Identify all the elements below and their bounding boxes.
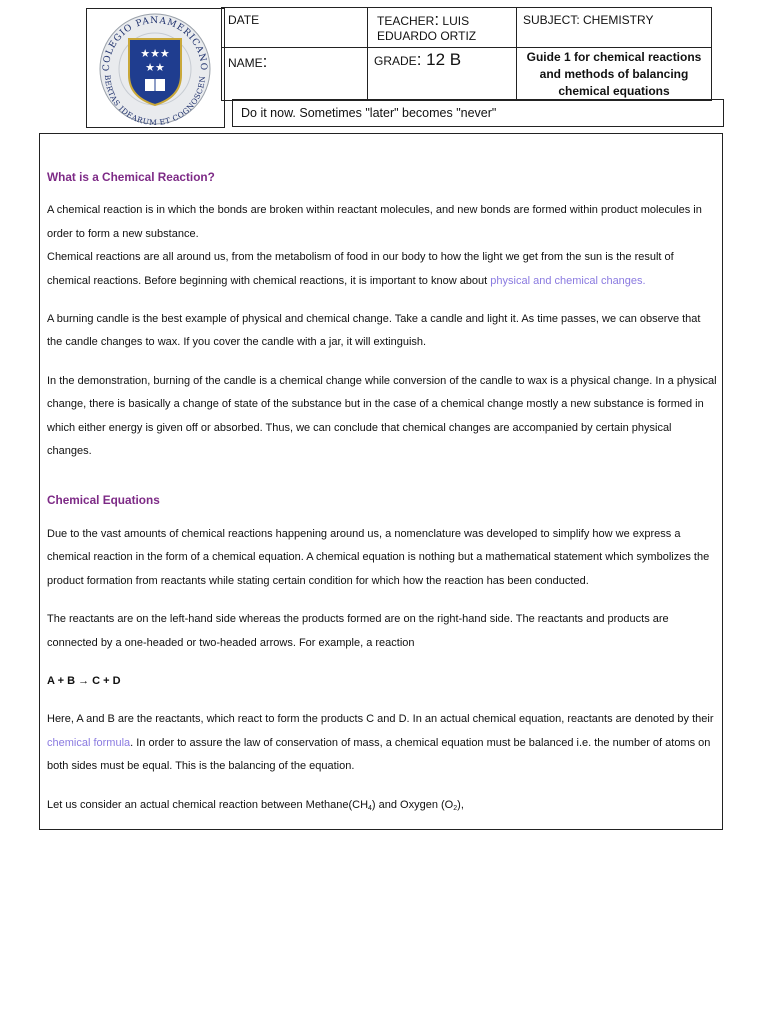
svg-text:LIBERTAS IDEARUM ET COGNOSCEND: BERTAS IDEARUM ET COGNOSCEN bbox=[102, 74, 208, 127]
grade-label: GRADE bbox=[374, 54, 417, 68]
motto-box bbox=[232, 99, 724, 127]
name-cell: NAME: bbox=[221, 47, 368, 101]
paragraph-around-us-text: Chemical reactions are all around us, from the metabolism of food in our body to how the light we get from the sun is the result of chemical reactions. Before beginning with chemical reactions, it is important to know about bbox=[47, 251, 674, 287]
teacher-name-rest: EDUARDO ORTIZ bbox=[377, 29, 477, 43]
motto-text: Do it now. Sometimes "later" becomes "never" bbox=[241, 106, 497, 120]
methane-text-a: Let us consider an actual chemical reaction between Methane(CH bbox=[47, 798, 369, 811]
methane-text-c: ), bbox=[457, 798, 464, 811]
date-label: DATE bbox=[228, 13, 260, 27]
svg-text:★★★: ★★★ bbox=[140, 47, 170, 60]
link-chemical-formula[interactable]: chemical formula bbox=[47, 736, 131, 749]
teacher-cell: TEACHER: LUIS EDUARDO ORTIZ bbox=[367, 7, 517, 48]
paragraph-candle: A burning candle is the best example of physical and chemical change. Take a candle and light it. As time passes, we can observe that the candle changes to wax. If you cover the candle with a jar, it will extinguish. bbox=[47, 313, 701, 349]
grade-cell: GRADE: 12 B bbox=[367, 47, 517, 101]
paragraph-balancing-text-b: . In order to assure the law of conservation of mass, a chemical equation must be balanced i.e. the number of atoms on both sides must be equal. This is the balancing of the equation. bbox=[47, 736, 711, 773]
name-label: NAME bbox=[228, 56, 263, 70]
paragraph-balancing bbox=[47, 708, 717, 778]
heading-chemical-equations: Chemical Equations bbox=[47, 493, 160, 508]
paragraph-reactants-products: The reactants are on the left-hand side whereas the products formed are on the right-hand side. The reactants and products are connected by a one-headed or two-headed arrows. For example, a reaction bbox=[47, 613, 669, 649]
guide-title-cell bbox=[516, 47, 712, 101]
link-physical-chemical-changes[interactable]: physical and chemical changes. bbox=[490, 274, 646, 287]
paragraph-balancing-text-a: Here, A and B are the reactants, which react to form the products C and D. In an actual chemical equation, reactants are denoted by their bbox=[47, 713, 714, 726]
paragraph-definition: A chemical reaction is in which the bonds are broken within reactant molecules, and new bonds are formed within product molecules in order to form a new substance. bbox=[47, 204, 702, 240]
heading-chemical-reaction: What is a Chemical Reaction? bbox=[47, 170, 215, 184]
subject-cell bbox=[516, 7, 712, 48]
oxygen-subscript: 2 bbox=[453, 804, 458, 812]
paragraph-methane-oxygen bbox=[47, 794, 717, 817]
methane-subscript: 4 bbox=[368, 804, 372, 812]
grade-value: 12 B bbox=[426, 50, 462, 69]
methane-text-b: ) and Oxygen (O bbox=[371, 798, 454, 811]
paragraph-around-us bbox=[47, 246, 717, 293]
paragraph-demonstration: In the demonstration, burning of the candle is a chemical change while conversion of the candle to wax is a physical change. In a physical change, there is basically a change of state of the substance but in the case of a chemical change mostly a new substance is formed in which either energy is given off or absorbed. Thus, we can conclude that chemical changes are accompanied by certain physical changes. bbox=[47, 374, 717, 458]
date-cell bbox=[221, 7, 368, 48]
content-box bbox=[39, 133, 723, 830]
teacher-name-first: LUIS bbox=[442, 14, 470, 28]
svg-text:COLEGIO PANAMERICANO: COLEGIO PANAMERICANO bbox=[101, 15, 209, 72]
guide-title: Guide 1 for chemical reactions and methods of balancing chemical equations bbox=[526, 50, 702, 98]
document-body bbox=[47, 166, 717, 817]
school-crest-logo bbox=[87, 9, 224, 127]
teacher-label: TEACHER bbox=[377, 14, 435, 28]
paragraph-nomenclature: Due to the vast amounts of chemical reactions happening around us, a nomenclature was developed to simplify how we express a chemical reaction in the form of a chemical equation. A chemical equation is nothing but a mathematical statement which symbolizes the product formation from reactants while stating certain condition for which how the reaction has been conducted. bbox=[47, 527, 710, 587]
subject-label: SUBJECT: CHEMISTRY bbox=[523, 13, 654, 27]
svg-text:★★: ★★ bbox=[145, 61, 165, 74]
logo-box bbox=[86, 8, 225, 128]
equation-example: A + B → C + D bbox=[47, 674, 121, 687]
